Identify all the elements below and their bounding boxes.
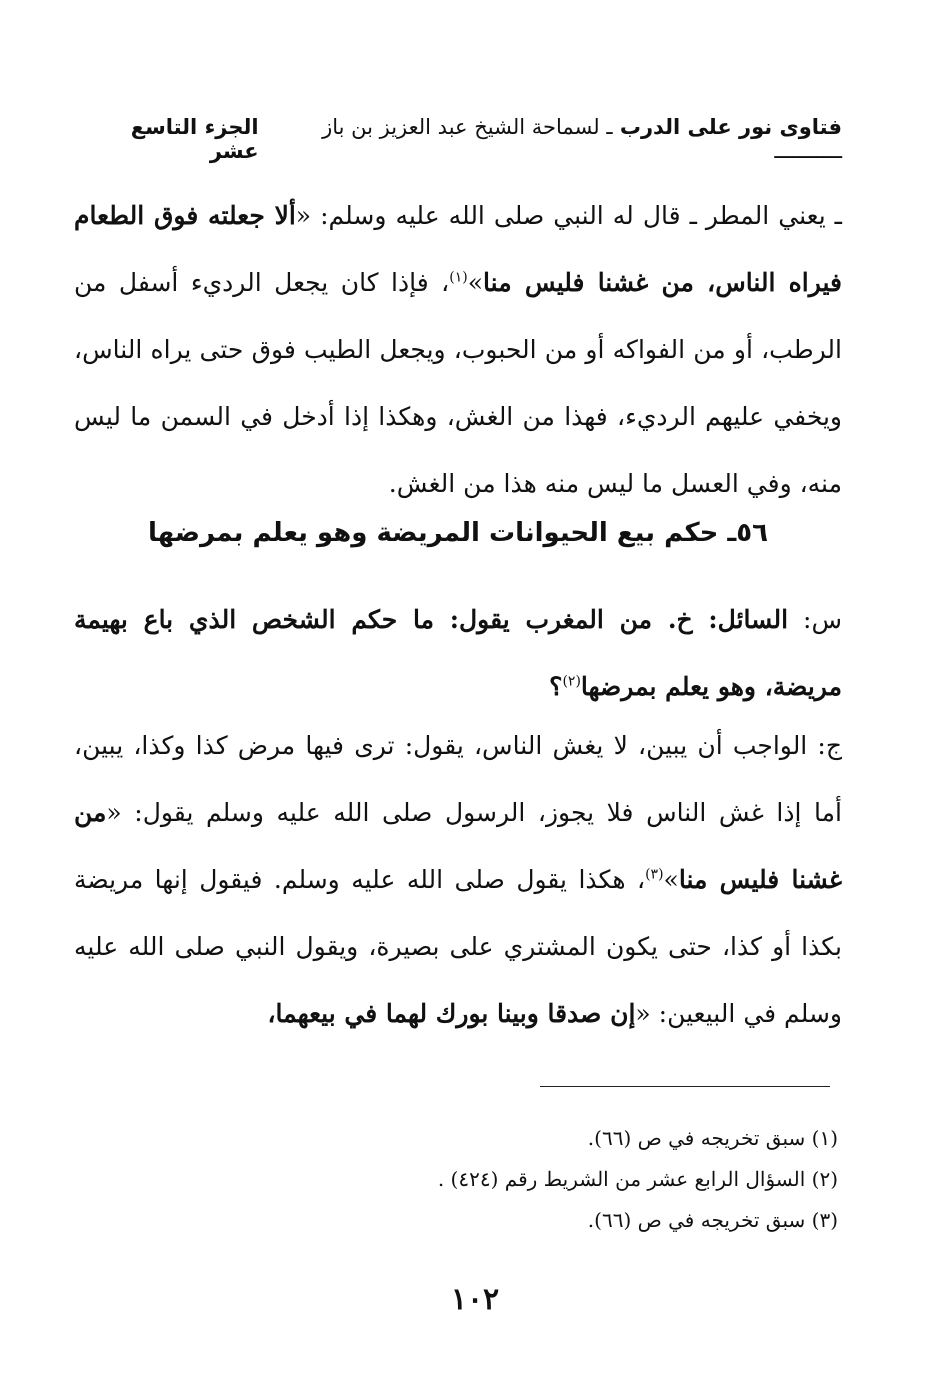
question-mark: ؟ <box>549 672 563 701</box>
para1-quote-close: » <box>467 268 484 297</box>
running-header <box>78 115 842 163</box>
header-title <box>259 115 842 163</box>
answer-paragraph <box>74 712 842 1047</box>
footnote-2: (٢) السؤال الرابع عشر من الشريط رقم (٤٢٤) . <box>437 1167 838 1191</box>
footnote-ref-3: (٣) <box>645 866 664 883</box>
author-line: ـ لسماحة الشيخ عبد العزيز بن باز ـــــــــــ <box>322 115 842 163</box>
hadith-quote-2: من غشنا فليس منا <box>74 798 842 894</box>
answer-text-2: ، هكذا يقول صلى الله عليه وسلم. فيقول إنها مريضة بكذا أو كذا، حتى يكون المشتري على بصيرة، ويقول النبي صلى الله عليه وسلم في البيعين: « <box>74 865 842 1028</box>
answer-quote-close: » <box>663 865 679 894</box>
hadith-quote-1: ألا جعلته فوق الطعام فيراه الناس، من غشنا فليس منا <box>74 201 842 297</box>
question-prefix: س: <box>788 605 842 634</box>
footnote-ref-2: (٢) <box>562 673 581 690</box>
answer-text-1: ج: الواجب أن يبين، لا يغش الناس، يقول: ترى فيها مرض كذا وكذا، يبين، أما إذا غش الناس فلا يجوز، الرسول صلى الله عليه وسلم يقول: « <box>74 731 842 827</box>
hadith-quote-3: إن صدقا وبينا بورك لهما في بيعهما، <box>267 999 636 1028</box>
question-text: السائل: خ. من المغرب يقول: ما حكم الشخص الذي باع بهيمة مريضة، وهو يعلم بمرضها <box>74 605 842 701</box>
para1-text-1: ـ يعني المطر ـ قال له النبي صلى الله عليه وسلم: « <box>295 201 843 230</box>
volume-label: الجزء التاسع عشر <box>130 115 259 163</box>
question-paragraph <box>74 586 842 720</box>
paragraph-1 <box>74 182 842 517</box>
footnote-ref-1: (١) <box>449 269 468 286</box>
footnote-1: (١) سبق تخريجه في ص (٦٦). <box>587 1126 838 1150</box>
section-heading: ٥٦ـ حكم بيع الحيوانات المريضة وهو يعلم بمرضها <box>147 518 769 548</box>
footnotes <box>200 1118 838 1241</box>
footnote-3: (٣) سبق تخريجه في ص (٦٦). <box>587 1208 838 1232</box>
para1-text-2: ، فإذا كان يجعل الرديء أسفل من الرطب، أو من الفواكه أو من الحبوب، ويجعل الطيب فوق حتى يراه الناس، ويخفي عليهم الرديء، فهذا من الغش، وهكذا إذا أدخل في السمن ما ليس منه، وفي العسل ما ليس منه هذا من الغش. <box>74 268 842 498</box>
footnote-separator <box>540 1086 830 1087</box>
book-title: فتاوى نور على الدرب <box>619 115 842 139</box>
page-number: ١٠٢ <box>450 1282 500 1317</box>
